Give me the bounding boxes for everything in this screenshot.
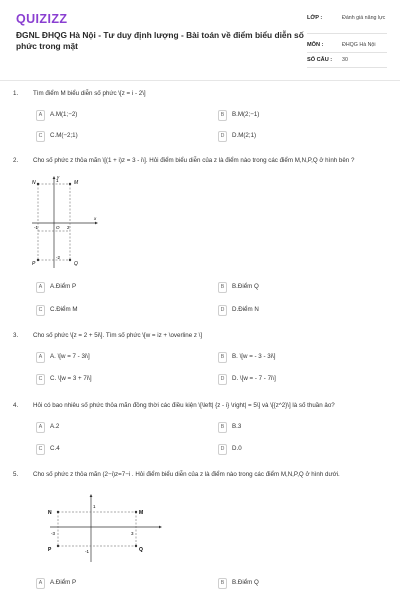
option-letter-box: A [36, 352, 45, 363]
worksheet-title: ĐGNL ĐHQG Hà Nội - Tư duy định lượng - Bài toán về điểm biểu diễn số phức trong mặt [16, 30, 304, 51]
question-5-figure [44, 494, 164, 569]
option-letter-box: A [36, 422, 45, 433]
option-letter-box: C [36, 305, 45, 316]
x-axis-arrow [159, 526, 162, 529]
option-text: B.Điểm Q [232, 283, 259, 290]
option-text: B.M(2;−1) [232, 111, 260, 118]
subject-label: MÔN : [307, 42, 324, 48]
option-text: D. \[w = - 7 - 7i\] [232, 375, 276, 382]
option-text: B.3 [232, 423, 242, 430]
tick-label: 1 [93, 504, 96, 509]
quizizz-logo[interactable]: QUIZIZZ [16, 12, 68, 26]
option-text: A.2 [50, 423, 60, 430]
complex-plane-diagram [30, 175, 102, 270]
question-4-option-a[interactable] [36, 422, 196, 434]
option-letter-box: D [218, 374, 227, 385]
point-m [69, 183, 71, 185]
point-n [57, 511, 59, 513]
worksheet-header [0, 0, 400, 76]
origin-label: O [56, 225, 60, 230]
point-q [69, 259, 71, 261]
tick-label: -2 [56, 255, 61, 260]
y-axis-label: y [57, 175, 60, 180]
option-text: A.M(1;−2) [50, 111, 78, 118]
question-4-text: Hỏi có bao nhiêu số phức thỏa mãn đồng thời các điều kiện \[\left| {z - i} \right| = 5\] và \[{z^2}\] là số thuần ảo? [33, 402, 335, 409]
question-4-option-b[interactable] [218, 422, 378, 434]
x-axis-arrow [95, 222, 98, 225]
point-q [135, 545, 137, 547]
question-2-option-d[interactable] [218, 305, 378, 317]
question-3-option-a[interactable] [36, 352, 196, 364]
question-1-option-a[interactable] [36, 110, 196, 122]
question-1-number: 1. [13, 90, 19, 97]
option-letter-box: A [36, 282, 45, 293]
x-axis-label: x [94, 216, 97, 221]
question-5-text: Cho số phức z thỏa mãn (2−i)z=7−i . Hỏi điểm biểu diễn của z là điểm nào trong các điểm M,N,P,Q ở hình dưới. [33, 471, 340, 478]
option-letter-box: D [218, 131, 227, 142]
option-text: D.Điểm N [232, 306, 259, 313]
question-1-text: Tìm điểm M biểu diễn số phức \[z = i - 2\] [33, 90, 146, 97]
option-text: B. \[w = - 3 - 3i\] [232, 353, 276, 360]
question-3-option-b[interactable] [218, 352, 378, 364]
complex-plane-diagram [44, 494, 164, 564]
tick-label: -3 [51, 531, 56, 536]
option-text: C.4 [50, 445, 60, 452]
y-axis-arrow [53, 176, 56, 179]
meta-divider [307, 67, 387, 68]
tick-label: -1 [85, 549, 90, 554]
point-q-label: Q [139, 547, 143, 553]
subject-value: ĐHQG Hà Nội [342, 42, 376, 48]
meta-divider [307, 33, 387, 34]
option-text: A.Điểm P [50, 283, 77, 290]
meta-divider [307, 52, 387, 53]
point-m-label: M [74, 180, 79, 186]
question-2-option-a[interactable] [36, 282, 196, 294]
option-letter-box: C [36, 131, 45, 142]
question-5-option-b[interactable] [218, 578, 378, 590]
class-value: Đánh giá năng lực [342, 15, 386, 21]
question-4-number: 4. [13, 402, 19, 409]
class-label: LỚP : [307, 15, 323, 21]
question-1-option-b[interactable] [218, 110, 378, 122]
point-q-label: Q [74, 261, 78, 267]
question-4-option-d[interactable] [218, 444, 378, 456]
question-1-option-c[interactable] [36, 131, 196, 143]
question-2-number: 2. [13, 157, 19, 164]
question-2-text: Cho số phức z thỏa mãn \[(1 + i)z = 3 - i\]. Hỏi điểm biểu diễn của z là điểm nào trong các điểm M,N,P,Q ở hình bên ? [33, 157, 355, 164]
option-letter-box: B [218, 352, 227, 363]
header-divider [0, 80, 400, 81]
question-2-option-c[interactable] [36, 305, 196, 317]
y-axis-arrow [90, 494, 93, 497]
point-p-label: P [32, 261, 36, 267]
option-letter-box: C [36, 374, 45, 385]
option-letter-box: C [36, 444, 45, 455]
tick-label: 1 [56, 178, 59, 183]
point-n-label: N [32, 180, 36, 186]
option-letter-box: B [218, 578, 227, 589]
tick-label: -1 [34, 225, 39, 230]
question-5-number: 5. [13, 471, 19, 478]
option-letter-box: D [218, 444, 227, 455]
tick-label: 2 [67, 225, 70, 230]
option-text: B.Điểm Q [232, 579, 259, 586]
option-text: D.0 [232, 445, 242, 452]
question-count-value: 30 [342, 57, 348, 63]
point-n [37, 183, 39, 185]
question-2-figure [30, 175, 102, 275]
question-5-option-a[interactable] [36, 578, 196, 590]
question-3-option-d[interactable] [218, 374, 378, 386]
question-4-option-c[interactable] [36, 444, 196, 456]
option-text: C.M(−2;1) [50, 132, 78, 139]
option-text: C.Điểm M [50, 306, 78, 313]
question-count-label: SỐ CÂU : [307, 57, 333, 63]
option-letter-box: A [36, 578, 45, 589]
option-letter-box: B [218, 282, 227, 293]
option-text: A.Điểm P [50, 579, 77, 586]
question-3-text: Cho số phức \[z = 2 + 5i\]. Tìm số phức \[w = iz + \overline z \] [33, 332, 203, 339]
question-3-number: 3. [13, 332, 19, 339]
option-letter-box: B [218, 422, 227, 433]
question-2-option-b[interactable] [218, 282, 378, 294]
point-p-label: P [48, 547, 52, 553]
option-letter-box: A [36, 110, 45, 121]
point-m-label: M [139, 510, 144, 516]
point-p [57, 545, 59, 547]
option-text: C. \[w = 3 + 7i\] [50, 375, 92, 382]
point-p [37, 259, 39, 261]
point-n-label: N [48, 510, 52, 516]
option-text: D.M(2;1) [232, 132, 257, 139]
option-letter-box: D [218, 305, 227, 316]
question-3-option-c[interactable] [36, 374, 196, 386]
option-text: A. \[w = 7 - 3i\] [50, 353, 90, 360]
option-letter-box: B [218, 110, 227, 121]
point-m [135, 511, 137, 513]
tick-label: 3 [131, 531, 134, 536]
question-1-option-d[interactable] [218, 131, 378, 143]
